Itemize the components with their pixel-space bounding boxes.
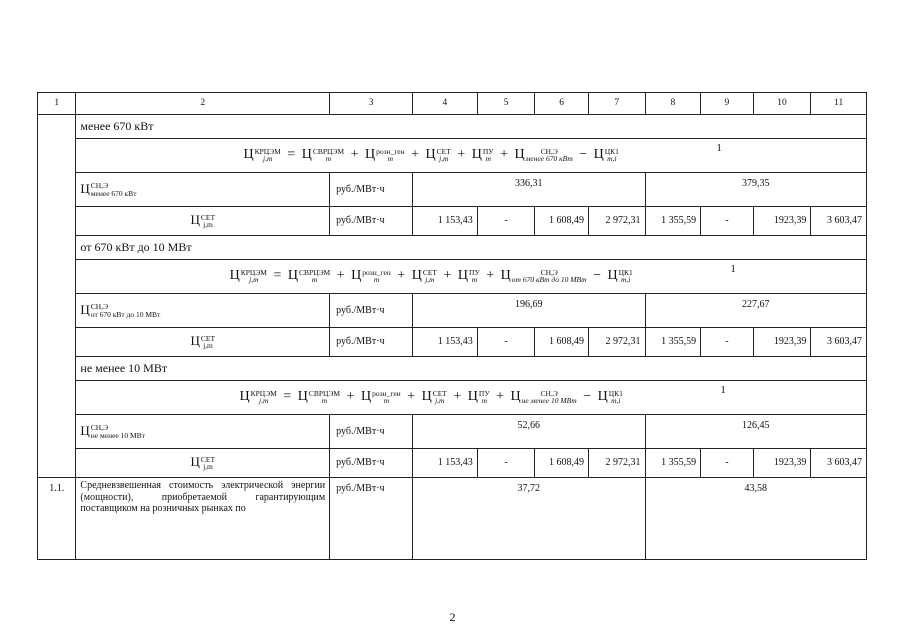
header-cell: 2 [76,93,330,115]
formula-footnote-mark: 1 [720,384,726,396]
row-1-1-value-a: 37,72 [413,478,646,560]
section-label: от 670 кВт до 10 МВт [76,236,867,260]
section-label: менее 670 кВт [76,115,867,139]
section-label: не менее 10 МВт [76,357,867,381]
set-symbol: Ц СЕТ j,m [190,212,216,230]
section-label-row [38,357,867,381]
header-cell: 3 [330,93,413,115]
sn-value-a: 52,66 [413,415,646,449]
sn-value-b: 126,45 [645,415,866,449]
set-value: 3 603,47 [811,449,867,478]
header-cell: 11 [811,93,867,115]
set-value: 1 153,43 [413,328,478,357]
formula-row [38,381,867,415]
set-value: - [701,449,754,478]
section-label-row [38,236,867,260]
set-symbol-cell [76,449,330,478]
tariff-table [37,92,867,560]
set-symbol: Ц СЕТ j,m [190,333,216,351]
sn-value-a: 336,31 [413,173,646,207]
formula-cell [76,260,867,294]
sn-symbol-cell [76,173,330,207]
left-index-cell [38,115,76,478]
section-label-row [38,115,867,139]
row-number: 1.1. [38,478,76,560]
sn-symbol: Ц СН,Э от 670 кВт до 10 МВт [80,301,161,319]
set-value: 2 972,31 [588,449,645,478]
header-cell: 5 [477,93,535,115]
sn-symbol-cell [76,294,330,328]
formula-footnote-mark: 1 [730,263,736,275]
sn-value-b: 227,67 [645,294,866,328]
unit-cell: руб./МВт·ч [330,207,413,236]
sn-row [38,415,867,449]
sn-symbol: Ц СН,Э менее 670 кВт [80,180,137,198]
price-formula: Ц КРЦЭМ j,m = Ц СВРЦЭМ m + Ц розн_ген m + Ц СЕТ j,m + Ц ПУ m + Ц СН,Э от 670 кВт до 10 МВт − Ц ЦК1 m,i [229,267,633,285]
sn-row [38,294,867,328]
unit-cell: руб./МВт·ч [330,449,413,478]
header-cell: 10 [753,93,811,115]
set-value: - [477,449,535,478]
set-symbol-cell [76,207,330,236]
header-row [38,93,867,115]
unit-cell: руб./МВт·ч [330,478,413,560]
unit-cell: руб./МВт·ч [330,294,413,328]
set-value: 1 153,43 [413,207,478,236]
set-value: 1 608,49 [535,328,589,357]
set-value: 2 972,31 [588,328,645,357]
set-value: 1 153,43 [413,449,478,478]
formula-row [38,260,867,294]
set-row [38,207,867,236]
set-value: 1923,39 [753,328,811,357]
set-value: - [701,328,754,357]
price-formula: Ц КРЦЭМ j,m = Ц СВРЦЭМ m + Ц розн_ген m + Ц СЕТ j,m + Ц ПУ m + Ц СН,Э менее 670 кВт − Ц ЦК1 m,i [243,146,619,164]
formula-row [38,139,867,173]
row-1-1 [38,478,867,560]
set-value: - [477,207,535,236]
formula-footnote-mark: 1 [716,142,722,154]
sn-value-b: 379,35 [645,173,866,207]
set-value: 1 355,59 [645,449,701,478]
price-formula: Ц КРЦЭМ j,m = Ц СВРЦЭМ m + Ц розн_ген m + Ц СЕТ j,m + Ц ПУ m + Ц СН,Э не менее 10 МВт − Ц ЦК1 m,i [239,388,623,406]
sn-symbol: Ц СН,Э не менее 10 МВт [80,422,145,440]
header-cell: 4 [413,93,478,115]
set-value: 1923,39 [753,207,811,236]
row-1-1-value-b: 43,58 [645,478,866,560]
set-symbol-cell [76,328,330,357]
set-value: 1923,39 [753,449,811,478]
sn-row [38,173,867,207]
header-cell: 7 [588,93,645,115]
header-cell: 6 [535,93,589,115]
sn-value-a: 196,69 [413,294,646,328]
set-symbol: Ц СЕТ j,m [190,454,216,472]
formula-cell [76,381,867,415]
set-value: 1 355,59 [645,207,701,236]
header-cell: 1 [38,93,76,115]
header-cell: 9 [701,93,754,115]
set-value: - [701,207,754,236]
set-value: 3 603,47 [811,207,867,236]
set-value: 3 603,47 [811,328,867,357]
set-row [38,328,867,357]
sn-symbol-cell [76,415,330,449]
unit-cell: руб./МВт·ч [330,415,413,449]
set-value: 2 972,31 [588,207,645,236]
header-cell: 8 [645,93,701,115]
set-value: - [477,328,535,357]
set-value: 1 608,49 [535,207,589,236]
row-description: Средневзвешенная стоимость электрической энергии (мощности), приобретаемой гарантирующим поставщиком на розничных рынках по [76,478,330,560]
set-value: 1 608,49 [535,449,589,478]
formula-cell [76,139,867,173]
set-value: 1 355,59 [645,328,701,357]
unit-cell: руб./МВт·ч [330,173,413,207]
set-row [38,449,867,478]
unit-cell: руб./МВт·ч [330,328,413,357]
page-number: 2 [449,610,456,624]
